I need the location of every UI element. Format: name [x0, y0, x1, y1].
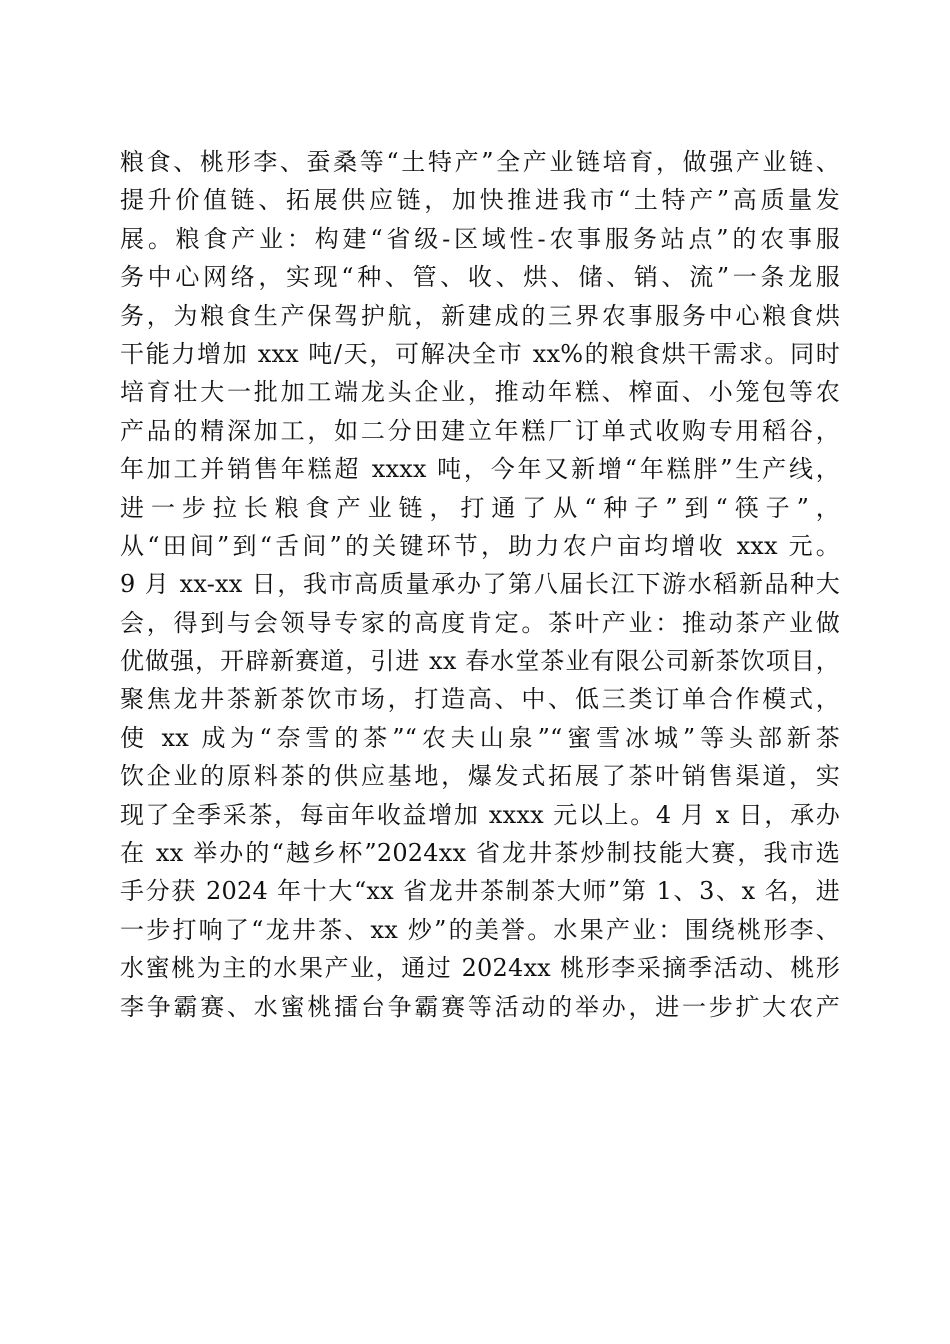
- text-line: 9 月 xx-xx 日，我市高质量承办了第八届长江下游水稻新品种大: [120, 570, 840, 599]
- text-line: 现了全季采茶，每亩年收益增加 xxxx 元以上。4 月 x 日，承办: [120, 800, 840, 829]
- text-line: 在 xx 举办的“越乡杯”2024xx 省龙井茶炒制技能大赛，我市选: [120, 839, 840, 868]
- text-line: 务中心网络，实现“种、管、收、烘、储、销、流”一条龙服: [120, 263, 840, 292]
- text-line: 优做强，开辟新赛道，引进 xx 春水堂茶业有限公司新茶饮项目，: [120, 647, 840, 676]
- text-line: 进一步拉长粮食产业链，打通了从“种子”到“筷子”，: [120, 493, 840, 522]
- text-line: 饮企业的原料茶的供应基地，爆发式拓展了茶叶销售渠道，实: [120, 762, 840, 791]
- text-line: 水蜜桃为主的水果产业，通过 2024xx 桃形李采摘季活动、桃形: [120, 954, 840, 983]
- text-line: 会，得到与会领导专家的高度肯定。茶叶产业：推动茶产业做: [120, 608, 840, 637]
- text-line: 年加工并销售年糕超 xxxx 吨，今年又新增“年糕胖”生产线，: [120, 455, 840, 484]
- text-line: 使 xx 成为“奈雪的茶”“农夫山泉”“蜜雪冰城”等头部新茶: [120, 723, 840, 752]
- text-line: 干能力增加 xxx 吨/天，可解决全市 xx%的粮食烘干需求。同时: [120, 339, 840, 368]
- text-line: 一步打响了“龙井茶、xx 炒”的美誉。水果产业：围绕桃形李、: [120, 915, 840, 944]
- body-paragraph: [120, 143, 840, 1026]
- text-line: 聚焦龙井茶新茶饮市场，打造高、中、低三类订单合作模式，: [120, 685, 840, 714]
- text-line: 李争霸赛、水蜜桃擂台争霸赛等活动的举办，进一步扩大农产: [120, 992, 840, 1021]
- text-line: 产品的精深加工，如二分田建立年糕厂订单式收购专用稻谷，: [120, 416, 840, 445]
- text-line: 展。粮食产业：构建“省级-区域性-农事服务站点”的农事服: [120, 224, 840, 253]
- text-line: 从“田间”到“舌间”的关键环节，助力农户亩均增收 xxx 元。: [120, 531, 840, 560]
- text-line: 务，为粮食生产保驾护航，新建成的三界农事服务中心粮食烘: [120, 301, 840, 330]
- text-line: 培育壮大一批加工端龙头企业，推动年糕、榨面、小笼包等农: [120, 378, 840, 407]
- text-line: 提升价值链、拓展供应链，加快推进我市“土特产”高质量发: [120, 186, 840, 215]
- text-line: 手分获 2024 年十大“xx 省龙井茶制茶大师”第 1、3、x 名，进: [120, 877, 840, 906]
- text-line: 粮食、桃形李、蚕桑等“土特产”全产业链培育，做强产业链、: [120, 148, 840, 176]
